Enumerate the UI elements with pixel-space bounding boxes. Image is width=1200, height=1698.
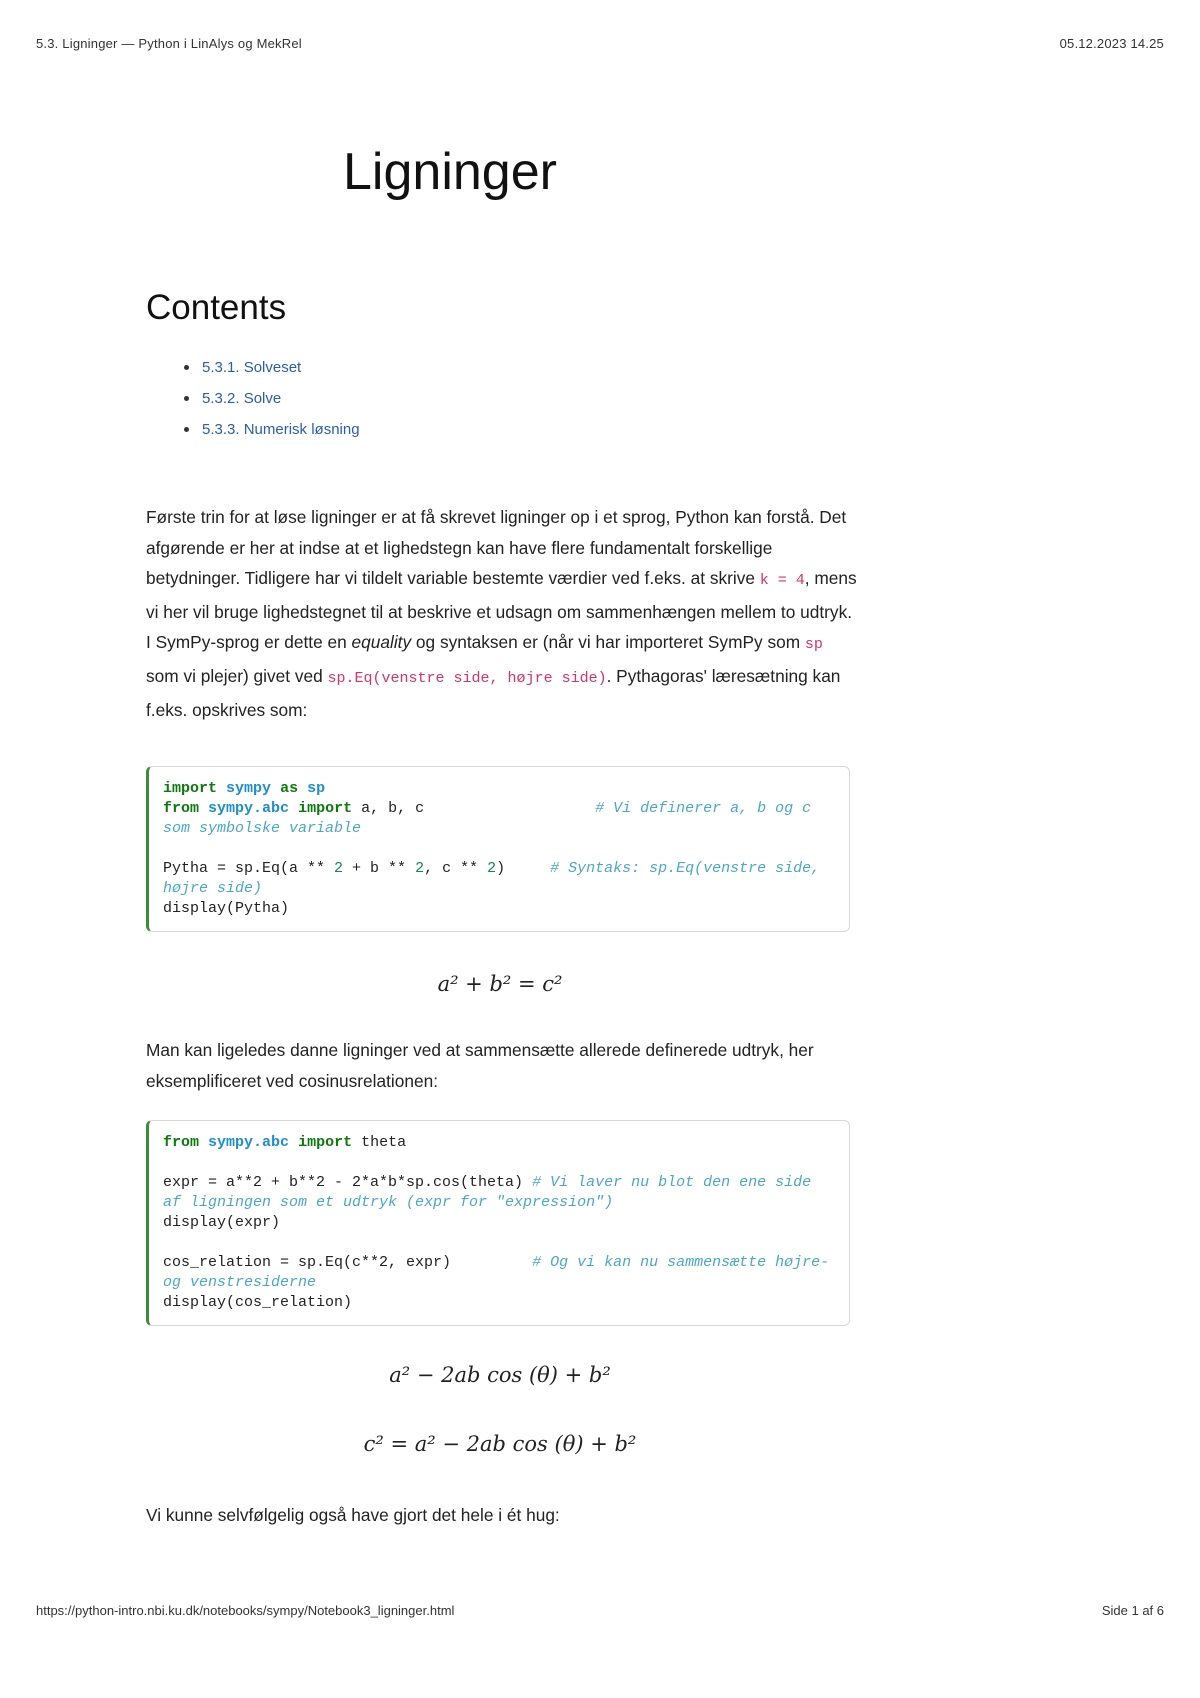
inline-code-sp: sp <box>804 636 823 654</box>
page-title: Ligninger <box>343 143 557 201</box>
toc-item-numerisk <box>202 414 360 445</box>
toc-link-numerisk-losning[interactable]: 5.3.3. Numerisk løsning <box>202 421 360 438</box>
cosine-relation-paragraph: Man kan ligeledes danne ligninger ved at sammensætte allerede definerede udtryk, her eksemplificeret ved cosinusrelationen: <box>146 1040 814 1091</box>
math-output-pythagoras: a² + b² = c² <box>437 972 563 996</box>
inline-code-k-assign: k = 4 <box>759 572 805 590</box>
closing-paragraph: Vi kunne selvfølgelig også have gjort det hele i ét hug: <box>146 1505 560 1525</box>
toc-link-solve[interactable]: 5.3.2. Solve <box>202 390 282 407</box>
code-cell-cosine-relation[interactable] <box>146 1120 850 1326</box>
code-cell-pythagoras[interactable] <box>146 766 850 932</box>
math-output-expr: a² − 2ab cos (θ) + b² <box>389 1363 611 1387</box>
print-header-title: 5.3. Ligninger — Python i LinAlys og MekRel <box>36 36 302 51</box>
inline-code-sp-eq: sp.Eq(venstre side, højre side) <box>327 669 607 687</box>
print-header-datetime: 05.12.2023 14.25 <box>1059 36 1164 51</box>
print-footer-url: https://python-intro.nbi.ku.dk/notebooks/sympy/Notebook3_ligninger.html <box>36 1603 455 1618</box>
print-footer-page: Side 1 af 6 <box>1101 1603 1164 1618</box>
toc-item-solve <box>202 383 360 414</box>
intro-paragraph: Første trin for at løse ligninger er at få skrevet ligninger op i et sprog, Python kan forstå. Det afgørende er her at indse at et lighedstegn kan have flere fundamentalt forskellige betydninger. Tidligere har vi tildelt variable bestemte værdier ved f.eks. at skrive k = 4, mens vi her vil bruge lighedstegnet til at beskrive et udsagn om sammenhængen mellem to udtryk. I SymPy-sprog er dette en equality og syntaksen er (når vi har importeret SymPy som sp som vi plejer) givet ved sp.Eq(venstre side, højre side). Pythagoras' læresætning kan f.eks. opskrives som: <box>146 507 857 720</box>
toc-item-solveset <box>202 352 360 383</box>
contents-heading: Contents <box>146 288 287 327</box>
code-block-pythagoras: import sympy as sp from sympy.abc import a, b, c # Vi definerer a, b og c som symbolske variable Pytha = sp.Eq(a ** 2 + b ** 2, c ** 2) # Syntaks: sp.Eq(venstre side, højre side) display(Pytha) <box>163 780 830 917</box>
table-of-contents <box>146 352 360 445</box>
toc-link-solveset[interactable]: 5.3.1. Solveset <box>202 359 302 376</box>
code-block-cosine-relation: from sympy.abc import theta expr = a**2 + b**2 - 2*a*b*sp.cos(theta) # Vi laver nu blot den ene side af ligningen som et udtryk (expr for "expression") display(expr) cos_relation = sp.Eq(c**2, expr) # Og vi kan nu sammensætte højre- og venstresiderne display(cos_relation) <box>163 1134 839 1311</box>
math-output-cos-relation: c² = a² − 2ab cos (θ) + b² <box>363 1432 637 1456</box>
